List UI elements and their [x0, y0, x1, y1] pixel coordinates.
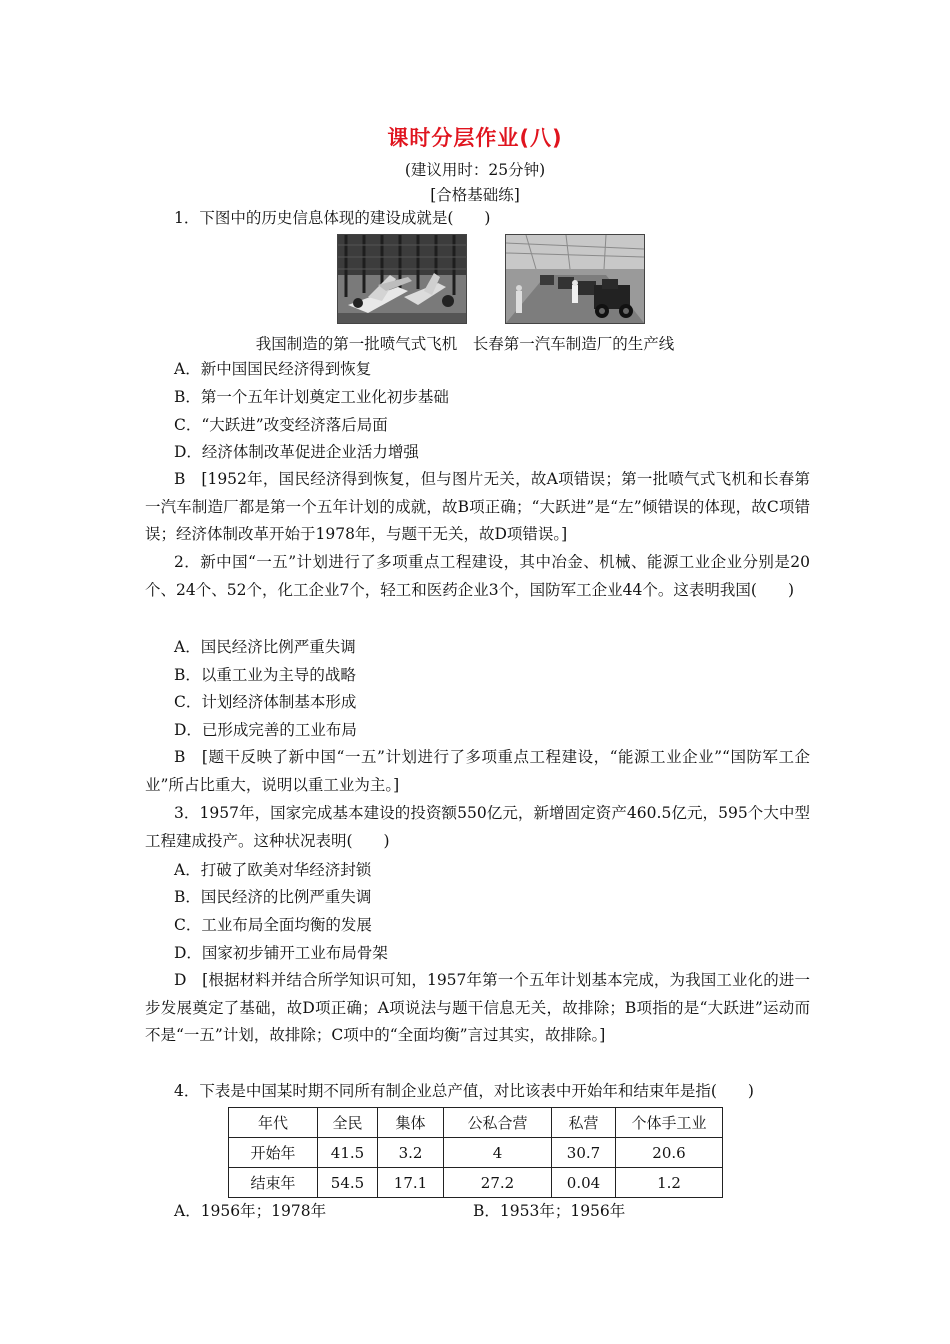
- question-1-option-c: C．“大跃进”改变经济落后局面: [174, 416, 388, 434]
- table-cell: 41.5: [318, 1138, 378, 1168]
- table-cell: 4: [444, 1138, 552, 1168]
- table-header-row: [229, 1108, 723, 1138]
- table-header-cell: 公私合营: [444, 1108, 552, 1138]
- question-2-option-a: A．国民经济比例严重失调: [174, 638, 356, 656]
- question-3-option-c: C．工业布局全面均衡的发展: [174, 916, 372, 934]
- jet-aircraft-photo: [337, 234, 467, 324]
- time-suggestion: (建议用时：25分钟): [404, 161, 546, 179]
- table-cell: 1.2: [616, 1168, 723, 1198]
- table-header-cell: 年代: [229, 1108, 318, 1138]
- table-cell: 开始年: [229, 1138, 318, 1168]
- table-row: [229, 1168, 723, 1198]
- enterprise-output-table: [228, 1107, 723, 1198]
- question-1-image-caption: 我国制造的第一批喷气式飞机 长春第一汽车制造厂的生产线: [255, 335, 675, 353]
- question-1-option-d: D．经济体制改革促进企业活力增强: [174, 443, 419, 461]
- question-1-answer: B [1952年，国民经济得到恢复，但与图片无关，故A项错误；第一批喷气式飞机和长春第一汽车制造厂都是第一个五年计划的成就，故B项正确；“大跃进”是“左”倾错误的体现，故C项错误；经济体制改革开始于1978年，与题干无关，故D项错误。]: [145, 470, 810, 544]
- table-cell: 结束年: [229, 1168, 318, 1198]
- table-header-cell: 个体手工业: [616, 1108, 723, 1138]
- table-header-cell: 私营: [552, 1108, 616, 1138]
- question-3-option-d: D．国家初步铺开工业布局骨架: [174, 944, 388, 962]
- question-3-option-a: A．打破了欧美对华经济封锁: [174, 861, 372, 879]
- section-label: [合格基础练]: [430, 186, 520, 204]
- table-cell: 3.2: [378, 1138, 444, 1168]
- question-1-option-a: A．新中国国民经济得到恢复: [174, 360, 372, 378]
- question-1-stem: 1．下图中的历史信息体现的建设成就是( ): [174, 209, 491, 227]
- table-cell: 54.5: [318, 1168, 378, 1198]
- table-cell: 20.6: [616, 1138, 723, 1168]
- question-2-answer: B [题干反映了新中国“一五”计划进行了多项重点工程建设，“能源工业企业”“国防军工企业”所占比重大，说明以重工业为主。]: [145, 748, 810, 794]
- car-production-line-photo: [505, 234, 645, 324]
- question-1-option-b: B．第一个五年计划奠定工业化初步基础: [174, 388, 449, 406]
- question-4-option-b: B．1953年；1956年: [473, 1202, 626, 1220]
- table-cell: 17.1: [378, 1168, 444, 1198]
- question-2-option-b: B．以重工业为主导的战略: [174, 666, 356, 684]
- question-4-stem: 4．下表是中国某时期不同所有制企业总产值，对比该表中开始年和结束年是指( ): [174, 1082, 754, 1100]
- table-cell: 30.7: [552, 1138, 616, 1168]
- table-row: [229, 1138, 723, 1168]
- question-2-option-d: D．已形成完善的工业布局: [174, 721, 357, 739]
- question-2-option-c: C．计划经济体制基本形成: [174, 693, 357, 711]
- question-3-option-b: B．国民经济的比例严重失调: [174, 888, 372, 906]
- table-cell: 0.04: [552, 1168, 616, 1198]
- question-3-answer: D [根据材料并结合所学知识可知，1957年第一个五年计划基本完成，为我国工业化的进一步发展奠定了基础，故D项正确；A项说法与题干信息无关，故排除；B项指的是“大跃进”运动而不是“一五”计划，故排除；C项中的“全面均衡”言过其实，故排除。]: [145, 971, 810, 1045]
- question-4-option-a: A．1956年；1978年: [174, 1202, 327, 1220]
- table-header-cell: 全民: [318, 1108, 378, 1138]
- question-3-stem: 3．1957年，国家完成基本建设的投资额550亿元，新增固定资产460.5亿元，595个大中型工程建成投产。这种状况表明( ): [145, 804, 810, 850]
- table-cell: 27.2: [444, 1168, 552, 1198]
- table-header-cell: 集体: [378, 1108, 444, 1138]
- question-2-stem: 2．新中国“一五”计划进行了多项重点工程建设，其中冶金、机械、能源工业企业分别是20个、24个、52个，化工企业7个，轻工和医药企业3个，国防军工企业44个。这表明我国( ): [145, 553, 810, 599]
- page-title: 课时分层作业(八): [387, 126, 563, 150]
